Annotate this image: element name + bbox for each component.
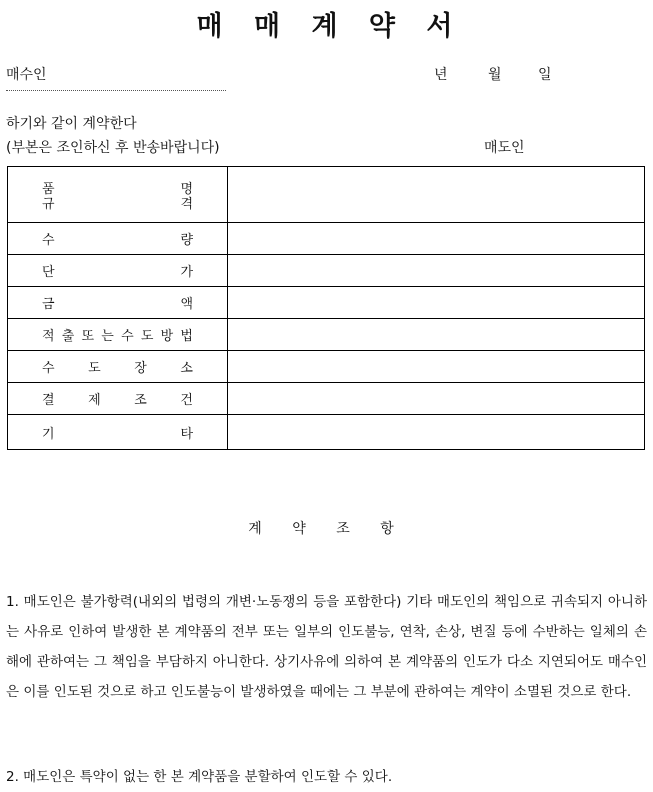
- label-char: 금: [42, 297, 55, 312]
- table-row-amount: [8, 287, 645, 319]
- table-row-payment-terms: [8, 383, 645, 415]
- label-char: 품: [42, 181, 55, 197]
- note-line: (부본은 조인하신 후 반송바랍니다): [6, 140, 220, 156]
- label-char: 명: [180, 181, 193, 197]
- label-char: 또: [81, 329, 95, 344]
- label-char: 조: [134, 393, 147, 408]
- value-cell-quantity[interactable]: [228, 223, 645, 255]
- row-label-amount: [8, 287, 228, 319]
- row-label-other: [8, 415, 228, 450]
- label-char: 제: [88, 393, 101, 408]
- clause-1: 1. 매도인은 불가항력(내외의 법령의 개변·노동쟁의 등을 포함한다) 기타 매도인의 책임으로 귀속되지 아니하는 사유로 인하여 발생한 본 계약품의 전부 또는 일부의 인도불능, 연착, 손상, 변질 등에 수반하는 일체의 손해에 관하여는 그 책임을 부담하지 아니한다. 상기사유에 의하여 본 계약품의 인도가 다소 지연되어도 매수인은 이를 인도된 것으로 하고 인도불능이 발생하였을 때에는 그 부분에 관하여는 계약이 소멸된 것으로 한다.: [6, 594, 647, 700]
- clause-2: 2. 매도인은 특약이 없는 한 본 계약품을 분할하여 인도할 수 있다.: [6, 769, 393, 785]
- label-char: 격: [180, 196, 193, 212]
- label-char: 기: [42, 426, 55, 442]
- label-char: 수: [42, 361, 55, 376]
- table-row-unit-price: [8, 255, 645, 287]
- row-label-unit-price: [8, 255, 228, 287]
- row-label-delivery-place: [8, 351, 228, 383]
- row-label-item-spec: [8, 167, 228, 223]
- value-cell-unit-price[interactable]: [228, 255, 645, 287]
- label-char: 단: [42, 265, 55, 280]
- table-row-shipping-method: [8, 319, 645, 351]
- label-char: 타: [180, 426, 193, 442]
- table-row-item-spec: [8, 167, 645, 223]
- label-char: 장: [134, 361, 147, 376]
- buyer-name-dotted-line: [6, 90, 226, 91]
- label-char: 결: [42, 393, 55, 408]
- date-month-label: 월: [488, 67, 502, 83]
- seller-label: 매도인: [484, 140, 525, 156]
- label-char: 수: [42, 233, 55, 248]
- date-year-label: 년: [434, 67, 448, 83]
- value-cell-other[interactable]: [228, 415, 645, 450]
- document-title: 매 매 계 약 서: [196, 11, 457, 42]
- label-char: 도: [140, 329, 154, 344]
- value-cell-item-spec[interactable]: [228, 167, 645, 223]
- value-cell-payment-terms[interactable]: [228, 383, 645, 415]
- label-char: 량: [180, 233, 193, 248]
- buyer-label: 매수인: [6, 67, 47, 83]
- terms-heading: 계 약 조 항: [248, 521, 405, 537]
- row-label-payment-terms: [8, 383, 228, 415]
- label-char: 가: [180, 265, 193, 280]
- intro-line: 하기와 같이 계약한다: [6, 116, 137, 132]
- row-label-shipping-method: [8, 319, 228, 351]
- label-char: 출: [61, 329, 75, 344]
- label-char: 액: [180, 297, 193, 312]
- label-char: 방: [160, 329, 174, 344]
- label-char: 법: [180, 329, 193, 344]
- value-cell-delivery-place[interactable]: [228, 351, 645, 383]
- label-char: 규: [42, 196, 55, 212]
- row-label-quantity: [8, 223, 228, 255]
- items-table: [7, 166, 645, 450]
- value-cell-shipping-method[interactable]: [228, 319, 645, 351]
- label-char: 도: [88, 361, 101, 376]
- value-cell-amount[interactable]: [228, 287, 645, 319]
- table-row-other: [8, 415, 645, 450]
- label-char: 건: [180, 393, 193, 408]
- label-char: 소: [180, 361, 193, 376]
- label-char: 수: [121, 329, 134, 344]
- table-row-quantity: [8, 223, 645, 255]
- label-char: 적: [42, 329, 55, 344]
- label-char: 는: [101, 329, 114, 344]
- table-row-delivery-place: [8, 351, 645, 383]
- date-day-label: 일: [538, 67, 552, 83]
